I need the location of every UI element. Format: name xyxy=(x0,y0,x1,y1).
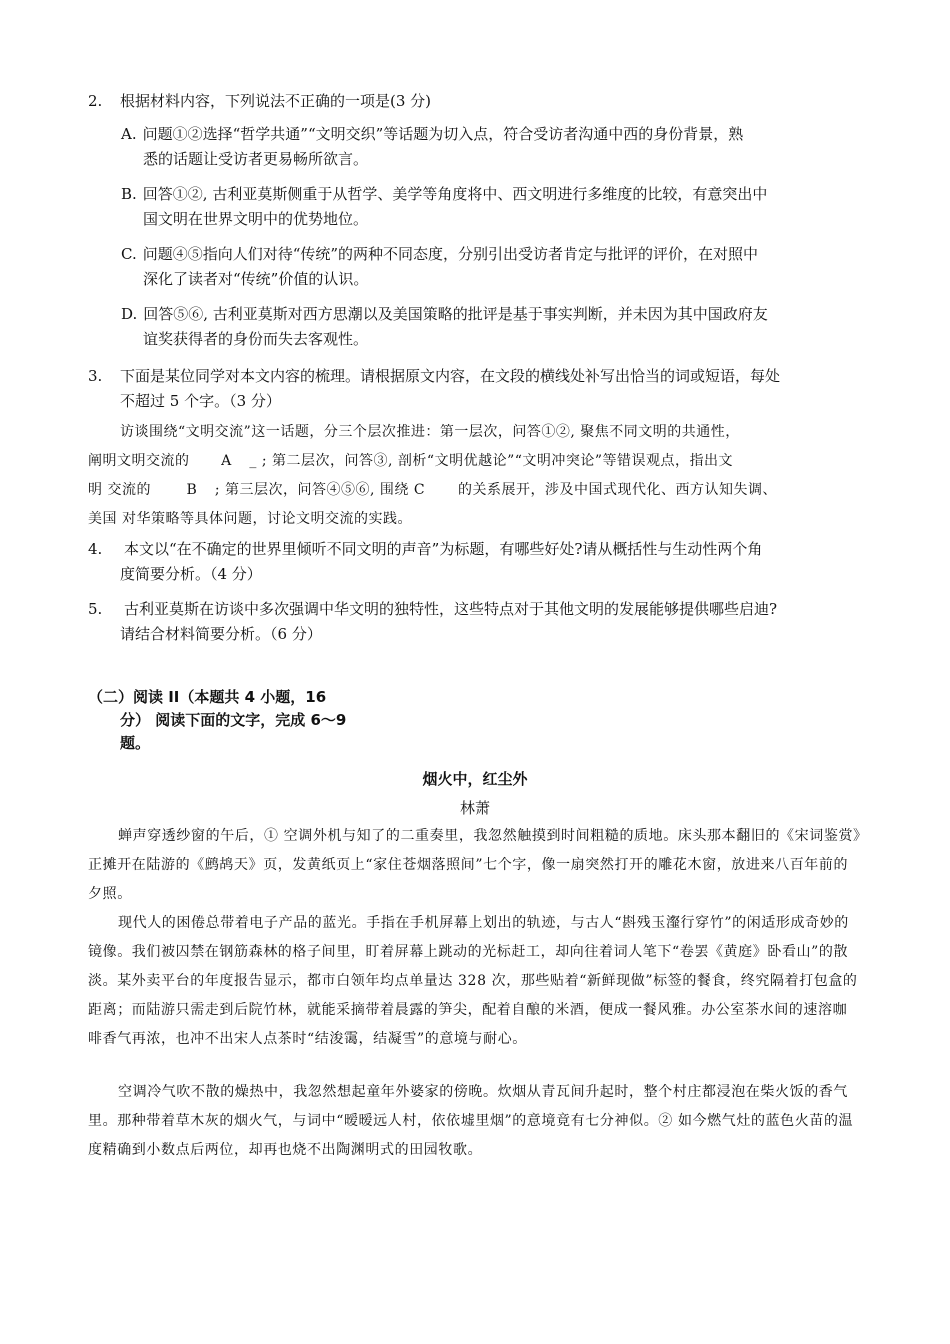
option-label: A. xyxy=(121,125,137,143)
question-stem-continued: 不超过 5 个字。（3 分） xyxy=(120,392,281,410)
article-title: 烟火中，红尘外 xyxy=(422,770,528,788)
summary-text: 明 交流的 xyxy=(88,482,151,498)
question-number: 3. xyxy=(88,367,103,385)
question-stem-continued: 请结合材料简要分析。（6 分） xyxy=(120,625,322,643)
option-c xyxy=(121,242,861,292)
summary-paragraph xyxy=(88,418,868,534)
option-a xyxy=(121,122,861,172)
question-stem: 根据材料内容，下列说法不正确的一项是(3 分) xyxy=(120,92,432,110)
summary-text: 阐明文明交流的 xyxy=(88,453,190,469)
option-label: B. xyxy=(121,185,137,203)
option-label: C. xyxy=(121,245,137,263)
option-text: 回答①②, 古利亚莫斯侧重于从哲学、美学等角度将中、西文明进行多维度的比较，有意突出中 xyxy=(142,185,768,203)
question-stem: 下面是某位同学对本文内容的梳理。请根据原文内容，在文段的横线处补写出恰当的词或短语，每处 xyxy=(120,367,781,385)
option-text-continued: 悉的话题让受访者更易畅所欲言。 xyxy=(143,150,369,168)
summary-text: ; 第三层次，问答④⑤⑥, 围绕 C xyxy=(214,482,426,498)
summary-text: 的关系展开，涉及中国式现代化、西方认知失调、 xyxy=(458,482,778,498)
option-label: D. xyxy=(121,305,138,323)
summary-line-1: 访谈围绕“文明交流”这一话题，分三个层次推进：第一层次，问答①②, 聚焦不同文明的共通性， xyxy=(120,424,740,440)
section-heading-line: 题。 xyxy=(120,734,151,752)
question-4 xyxy=(88,537,868,587)
article-author: 林萧 xyxy=(459,799,490,817)
option-text-continued: 谊奖获得者的身份而失去客观性。 xyxy=(143,330,369,348)
option-text-continued: 深化了读者对“传统”价值的认识。 xyxy=(143,270,369,288)
summary-line-2 xyxy=(88,447,868,476)
question-stem-continued: 度简要分析。（4 分） xyxy=(120,565,262,583)
option-text: 问题①②选择“哲学共通”“文明交织”等话题为切入点，符合受访者沟通中西的身份背景，熟 xyxy=(142,125,744,143)
question-3 xyxy=(88,364,868,414)
question-5 xyxy=(88,597,868,647)
section-heading-line: 分） 阅读下面的文字，完成 6～9 xyxy=(120,711,347,729)
article-paragraph-2: 现代人的困倦总带着电子产品的蓝光。手指在手机屏幕上划出的轨迹，与古人“斟残玉瀣行穿竹”的闲适形成奇妙的镜像。我们被囚禁在钢筋森林的格子间里，盯着屏幕上跳动的光标赶工，却向往着词人笔下“卷罢《黄庭》卧看山”的散淡。某外卖平台的年度报告显示，都市白领年均点单量达 328 次，那些贴着“新鲜现做”标签的餐食，终究隔着打包盒的距离；而陆游只需走到后院竹林，就能采摘带着晨露的笋尖，配着自酿的米酒，便成一餐风雅。办公室茶水间的速溶咖啡香气再浓，也冲不出宋人点茶时“结浚霭，结凝雪”的意境与耐心。 xyxy=(88,915,858,1047)
option-d xyxy=(121,302,861,352)
question-2 xyxy=(88,89,868,114)
blank-a: A xyxy=(221,453,232,469)
option-b xyxy=(121,182,861,232)
summary-text: _ ; 第二层次，问答③, 剖析“文明优越论”“文明冲突论”等错误观点，指出文 xyxy=(249,453,734,469)
option-text-continued: 国文明在世界文明中的优势地位。 xyxy=(143,210,369,228)
article-paragraph-1: 蝉声穿透纱窗的午后，① 空调外机与知了的二重奏里，我忽然触摸到时间粗糙的质地。床头那本翻旧的《宋词鉴赏》正摊开在陆游的《鹧鸪天》页，发黄纸页上“家住苍烟落照间”七个字，像一扇突然打开的雕花木窗，放进来八百年前的夕照。 xyxy=(88,828,861,902)
question-stem: 本文以“在不确定的世界里倾听不同文明的声音”为标题，有哪些好处?请从概括性与生动性两个角 xyxy=(124,540,763,558)
section-heading-line: （二）阅读 II（本题共 4 小题，16 xyxy=(88,688,327,706)
blank-b: B xyxy=(186,482,198,498)
article-paragraph-3: 空调冷气吹不散的燥热中，我忽然想起童年外婆家的傍晚。炊烟从青瓦间升起时，整个村庄都浸泡在柴火饭的香气里。那种带着草木灰的烟火气，与词中“暧暧远人村，依依墟里烟”的意境竟有七分神似。② 如今燃气灶的蓝色火苗的温度精确到小数点后两位，却再也烧不出陶渊明式的田园牧歌。 xyxy=(88,1084,854,1158)
summary-line-4: 美国 对华策略等具体问题，讨论文明交流的实践。 xyxy=(88,511,412,527)
question-stem: 古利亚莫斯在访谈中多次强调中华文明的独特性，这些特点对于其他文明的发展能够提供哪些启迪? xyxy=(124,600,778,618)
section-heading xyxy=(88,686,346,755)
question-number: 5. xyxy=(88,600,103,618)
summary-line-3 xyxy=(88,476,868,505)
option-text: 回答⑤⑥, 古利亚莫斯对西方思潮以及美国策略的批评是基于事实判断，并未因为其中国政府友 xyxy=(143,305,768,323)
option-text: 问题④⑤指向人们对待“传统”的两种不同态度，分别引出受访者肯定与批评的评价，在对照中 xyxy=(142,245,759,263)
question-number: 4. xyxy=(88,540,103,558)
question-number: 2. xyxy=(88,92,103,110)
